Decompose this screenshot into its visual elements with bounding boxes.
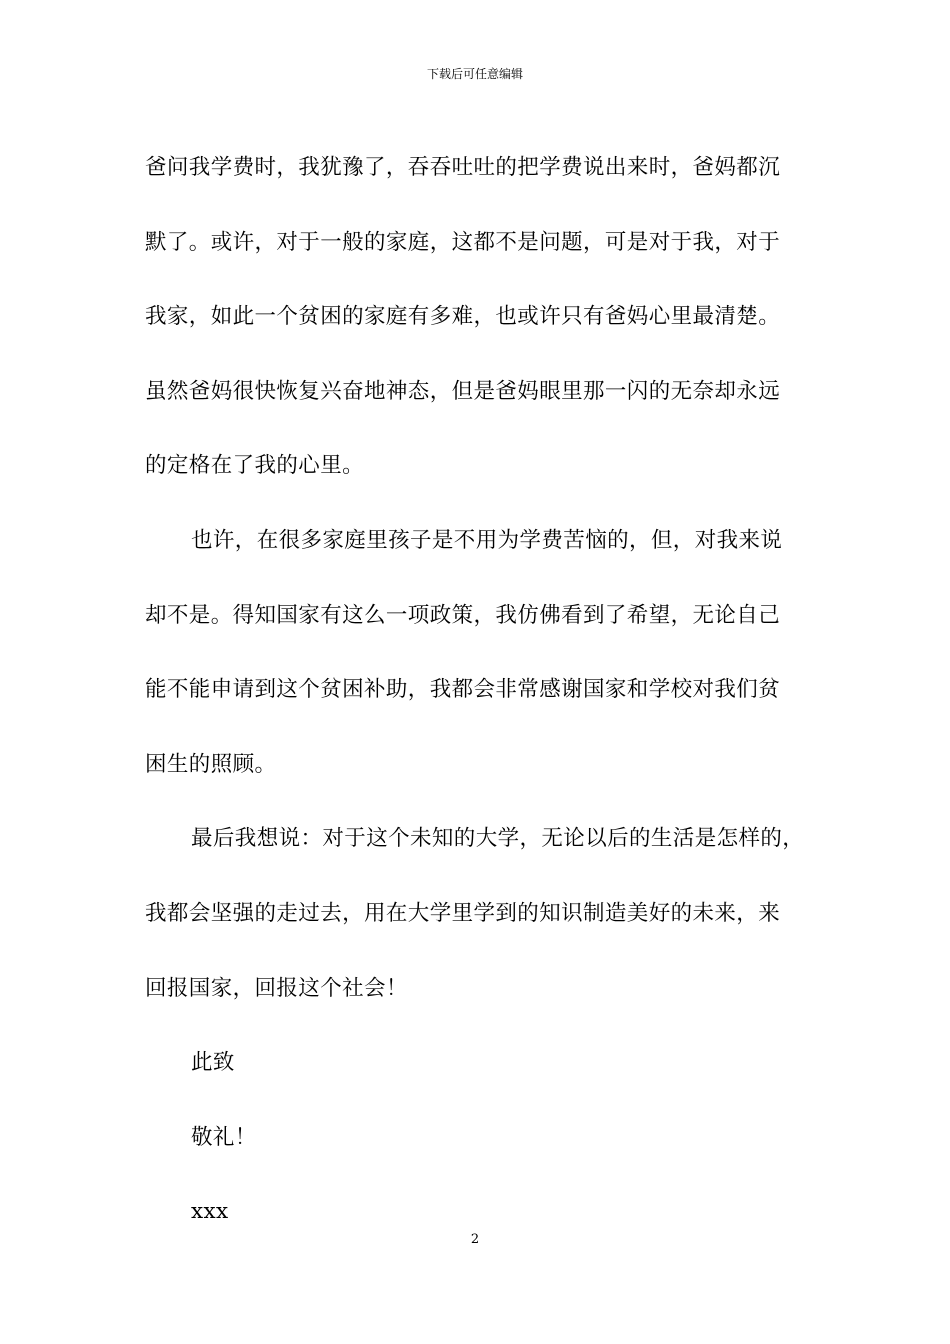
body-line: 能不能申请到这个贫困补助，我都会非常感谢国家和学校对我们贫: [145, 677, 781, 703]
body-line: 我家，如此一个贫困的家庭有多难，也或许只有爸妈心里最清楚。: [145, 304, 781, 330]
body-line: 最后我想说：对于这个未知的大学，无论以后的生活是怎样的，: [191, 826, 805, 852]
body-line: 却不是。得知国家有这么一项政策，我仿佛看到了希望，无论自己: [145, 602, 781, 628]
body-line: 回报国家，回报这个社会！: [145, 975, 408, 1001]
body-line: 困生的照顾。: [145, 751, 277, 777]
document-body: [145, 131, 810, 1250]
body-line: 的定格在了我的心里。: [145, 453, 365, 479]
body-line: 虽然爸妈很快恢复兴奋地神态，但是爸妈眼里那一闪的无奈却永远: [145, 378, 781, 404]
body-line: 默了。或许，对于一般的家庭，这都不是问题，可是对于我，对于: [145, 229, 781, 255]
body-line: 爸问我学费时，我犹豫了，吞吞吐吐的把学费说出来时，爸妈都沉: [145, 155, 781, 180]
signature: xxx: [191, 1199, 229, 1225]
body-line: 也许，在很多家庭里孩子是不用为学费苦恼的，但，对我来说: [191, 527, 783, 553]
closing-respect: 敬礼！: [191, 1124, 257, 1150]
page-number: 2: [470, 1232, 480, 1247]
body-line: 我都会坚强的走过去，用在大学里学到的知识制造美好的未来，来: [145, 900, 781, 926]
closing-salutation: 此致: [191, 1050, 235, 1076]
page-header: 下载后可任意编辑: [426, 67, 523, 81]
